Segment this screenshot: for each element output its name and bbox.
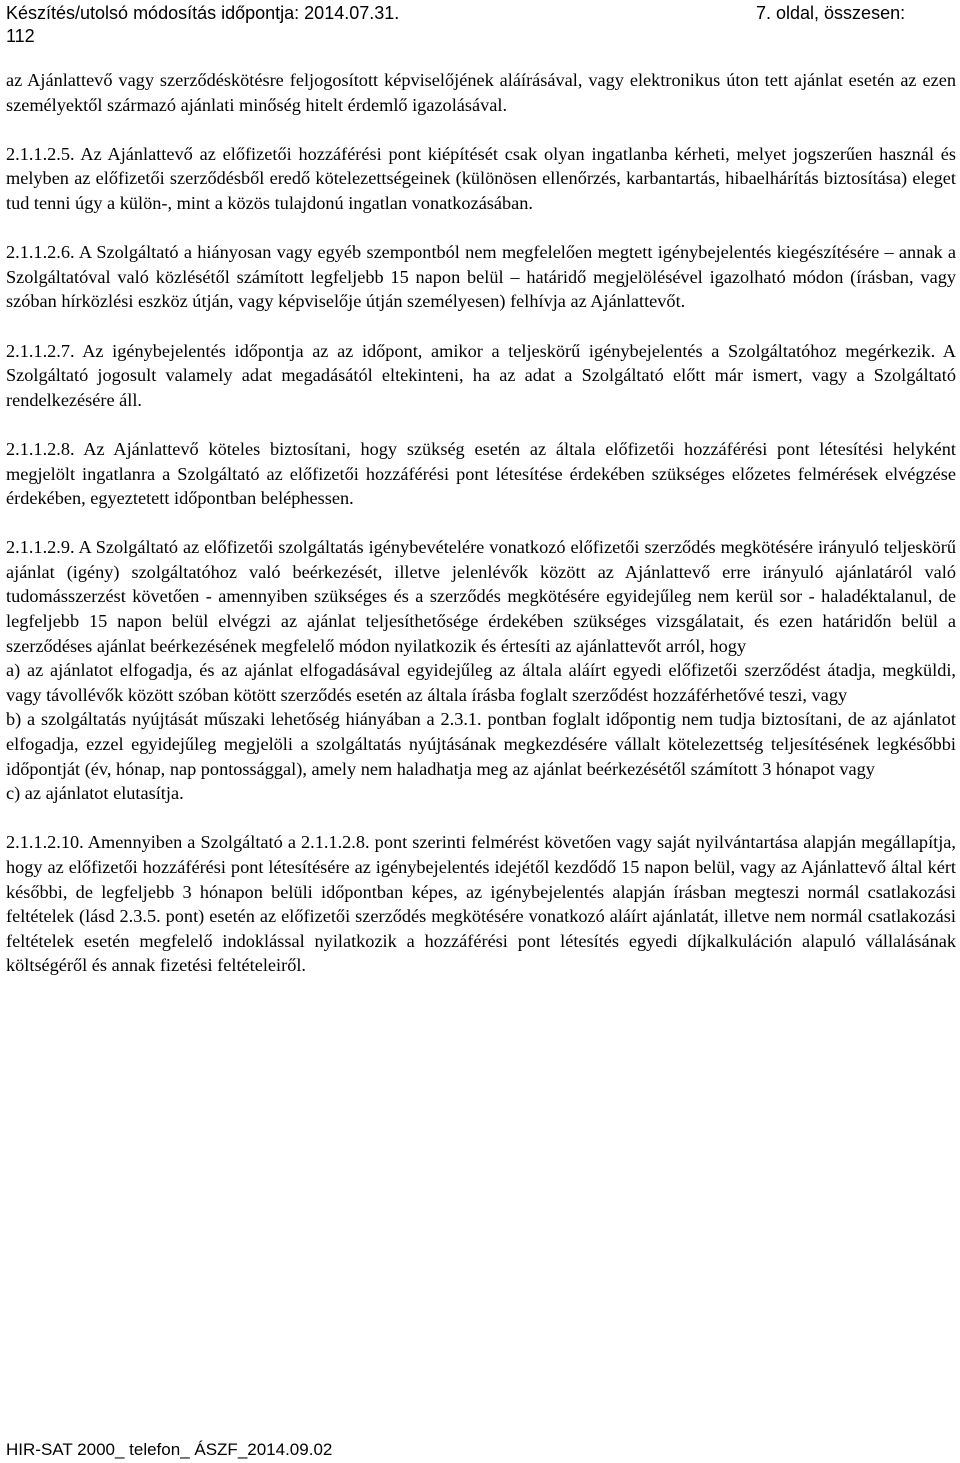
section-2-1-1-2-9: 2.1.1.2.9. A Szolgáltató az előfizetői szolgáltatás igénybevételére vonatkozó előfizetői szerződés megkötésére irányuló teljeskörű ajánlat (igény) szolgáltatóhoz való beérkezését, illetve jelenlévők között az Ajánlattevő erre irányuló ajánlatáról való tudomásszerzést követően - amennyiben szükséges és a szerződés megkötésére egyidejűleg nem kerül sor - haladéktalanul, de legfeljebb 15 napon belül elvégzi az ajánlat teljesíthetősége érdekében szükséges vizsgálatait, és ezen határidőn belül a szerződéses ajánlat beérkezésének megfelelő módon nyilatkozik és értesíti az ajánlattevőt arról, hogy [6, 537, 956, 656]
section-2-1-1-2-5: 2.1.1.2.5. Az Ajánlattevő az előfizetői hozzáférési pont kiépítését csak olyan ingatlanba kérheti, melyet jogszerűen használ és melyben az előfizetői szerződésből eredő kötelezettségeinek (különösen ellenőrzés, karbantartás, hibaelhárítás biztosítása) eleget tud tenni úgy a külön-, mint a közös tulajdonú ingatlan vonatkozásában. [6, 143, 956, 213]
page-footer: HIR-SAT 2000_ telefon_ ÁSZF_2014.09.02 [6, 1440, 333, 1459]
section-2-1-1-2-6: 2.1.1.2.6. A Szolgáltató a hiányosan vagy egyéb szempontból nem megfelelően megtett igénybejelentés kiegészítésére – annak a Szolgáltatóval való közlésétől számított legfeljebb 15 napon belül – határidő megjelölésével igazolható módon (írásban, vagy szóban hírközlési eszköz útján, vagy képviselője útján személyesen) felhívja az Ajánlattevőt. [6, 242, 956, 312]
section-9-item-b: b) a szolgáltatás nyújtását műszaki lehetőség hiányában a 2.3.1. pontban foglalt időpontig nem tudja biztosítani, de az ajánlatot elfogadja, ezzel egyidejűleg megjelöli a szolgáltatás nyújtásának megkezdésére vállalt kötelezettség teljesítésének legkésőbbi időpontját (év, hónap, nap pontossággal), amely nem haladhatja meg az ajánlat beérkezésétől számított 3 hónapot vagy [6, 709, 956, 779]
section-9-item-c: c) az ajánlatot elutasítja. [6, 783, 184, 804]
section-2-1-1-2-7: 2.1.1.2.7. Az igénybejelentés időpontja az az időpont, amikor a teljeskörű igénybejelentés a Szolgáltatóhoz megérkezik. A Szolgáltató jogosult valamely adat megadásától eltekinteni, ha az adat a Szolgáltató előtt már ismert, vagy a Szolgáltató rendelkezésére áll. [6, 340, 956, 410]
section-2-1-1-2-10: 2.1.1.2.10. Amennyiben a Szolgáltató a 2.1.1.2.8. pont szerinti felmérést követően vagy saját nyilvántartása alapján megállapítja, hogy az előfizetői hozzáférési pont létesítésére az igénybejelentés idejétől kezdődő 15 napon belül, vagy az Ajánlattevő által kért későbbi, de legfeljebb 3 hónapon belüli időpontban képes, az igénybejelentés alapján írásban megteszi normál csatlakozási feltételek (lásd 2.3.5. pont) esetén az előfizetői szerződés megkötésére vonatkozó aláírt ajánlatát, illetve nem normál csatlakozási feltételek esetén megfelelő indoklással nyilatkozik a hozzáférési pont létesítés egyedi díjkalkuláción alapuló vállalásának költségéről és annak fizetési feltételeiről. [6, 832, 956, 976]
document-body [6, 68, 956, 1003]
paragraph-continuation: az Ajánlattevő vagy szerződéskötésre feljogosított képviselőjének aláírásával, vagy elektronikus úton tett ajánlat esetén az ezen személyektől származó ajánlati minőség hitelt érdemlő igazolásával. [6, 70, 956, 115]
page-number: 7. oldal, összesen: [756, 3, 906, 23]
section-9-item-a: a) az ajánlatot elfogadja, és az ajánlat elfogadásával egyidejűleg az általa aláírt egyedi előfizetői szerződést átadja, megküldi, vagy távollévők között szóban kötött szerződés esetén az általa írásba foglalt szerződést hozzáférhetővé teszi, vagy [6, 660, 956, 705]
section-2-1-1-2-8: 2.1.1.2.8. Az Ajánlattevő köteles biztosítani, hogy szükség esetén az általa előfizetői hozzáférési pont létesítési helyként megjelölt ingatlanra a Szolgáltató az előfizetői hozzáférési pont létesítése érdekében szükséges előzetes felmérések elvégzése érdekében, egyeztetett időpontban beléphessen. [6, 438, 956, 509]
page-total: 112 [6, 26, 35, 46]
modification-date: Készítés/utolsó módosítás időpontja: 2014.07.31. [6, 3, 400, 23]
